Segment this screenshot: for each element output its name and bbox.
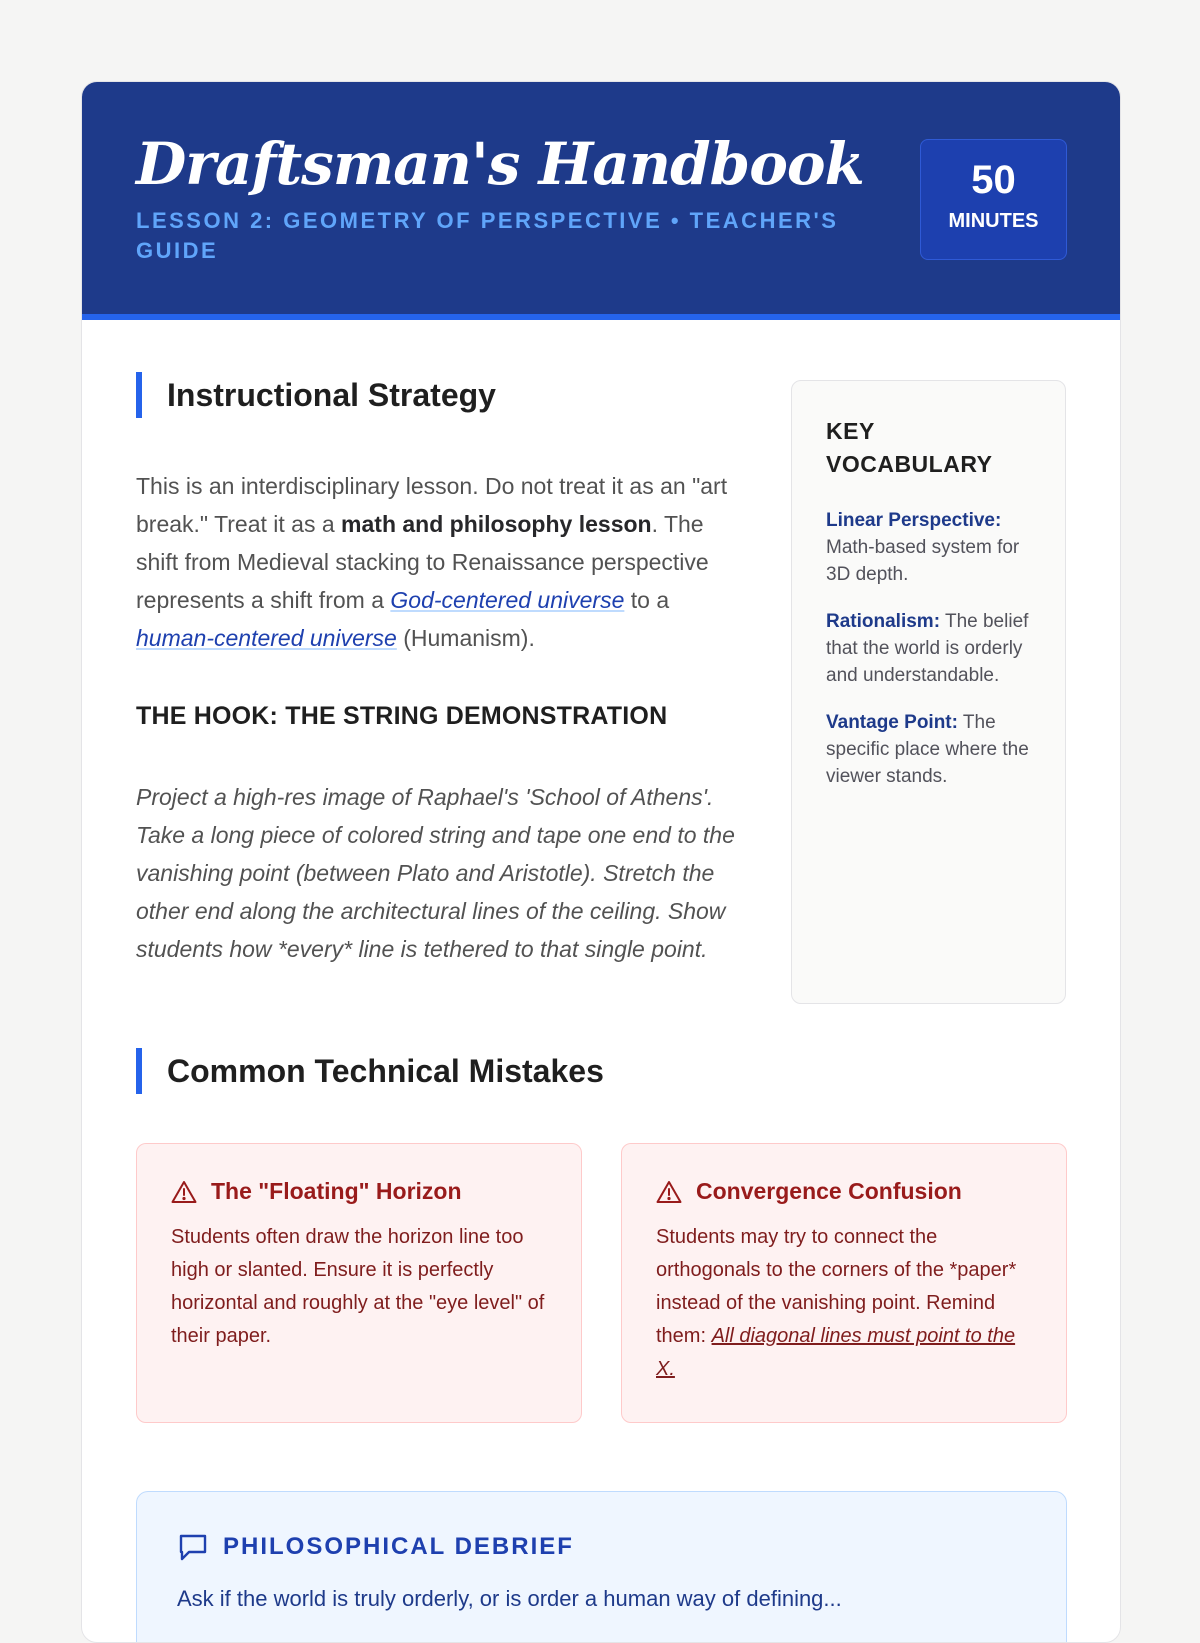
strategy-heading: Instructional Strategy [136,372,496,418]
page-title: Draftsman's Handbook [136,130,864,198]
lesson-card [81,81,1121,1643]
mistake-card-floating-horizon [136,1143,582,1423]
vocab-definition: The specific place where the viewer stands. [826,712,1029,787]
vocab-term: Vantage Point: [826,712,958,733]
lesson-subtitle: LESSON 2: GEOMETRY OF PERSPECTIVE • TEACHER'S GUIDE [136,208,839,263]
vocabulary-title: KEY VOCABULARY [826,418,993,477]
mistake-title [656,1178,1032,1205]
mistake-title-text: The "Floating" Horizon [211,1178,462,1204]
duration-badge [920,139,1067,260]
warning-icon [656,1180,682,1204]
mistake-text-body: Students may try to connect the orthogonals to the corners of the *paper* instead of the vanishing point. Remind them: [656,1226,1017,1347]
mistake-title [171,1178,547,1205]
lesson-header [82,82,1120,320]
intro-bold: math and philosophy lesson [341,511,652,537]
intro-text-3: to a [624,587,670,613]
human-centered-link[interactable]: human-centered universe [136,625,397,651]
key-vocabulary-panel [791,380,1066,1004]
debrief-title [177,1532,1026,1562]
chat-bubble-icon [177,1532,209,1562]
mistake-title-text: Convergence Confusion [696,1178,962,1204]
mistake-card-convergence-confusion [621,1143,1067,1423]
warning-icon [171,1180,197,1204]
strategy-intro [136,467,746,657]
philosophical-debrief-panel [136,1491,1067,1643]
hook-heading: THE HOOK: THE STRING DEMONSTRATION [136,702,668,730]
hook-description: Project a high-res image of Raphael's 'School of Athens'. Take a long piece of colored string and tape one end to the vanishing point (between Plato and Aristotle). Stretch the other end along the architectural lines of the ceiling. Show students how *every* line is tethered to that single point. [136,784,735,962]
vocab-item-rationalism [826,608,1031,689]
vocab-item-linear-perspective [826,507,1031,588]
mistakes-heading: Common Technical Mistakes [136,1048,604,1094]
duration-unit: MINUTES [948,210,1039,232]
vocab-term: Rationalism: [826,611,941,632]
duration-value: 50 [971,158,1016,202]
mistake-emphasis: All diagonal lines must point to the X. [656,1325,1016,1380]
debrief-text: Ask if the world is truly orderly, or is order a human way of defining... [177,1586,842,1611]
intro-text-4: (Humanism). [396,625,535,651]
vocab-definition: The belief that the world is orderly and understandable. [826,611,1029,686]
vocab-definition: Math-based system for 3D depth. [826,537,1020,585]
vocab-term: Linear Perspective: [826,510,1002,531]
intro-text-2: . The shift from Medieval stacking to Renaissance perspective represents a shift from a [136,511,709,613]
mistake-description: Students often draw the horizon line too high or slanted. Ensure it is perfectly horizontal and roughly at the "eye level" of their paper. [171,1226,545,1347]
debrief-title-text: PHILOSOPHICAL DEBRIEF [223,1533,574,1560]
vocab-item-vantage-point [826,709,1031,790]
god-centered-link[interactable]: God-centered universe [390,587,625,613]
intro-text-1: This is an interdisciplinary lesson. Do not treat it as an "art break." Treat it as a [136,473,728,537]
mistake-description [656,1221,1032,1386]
